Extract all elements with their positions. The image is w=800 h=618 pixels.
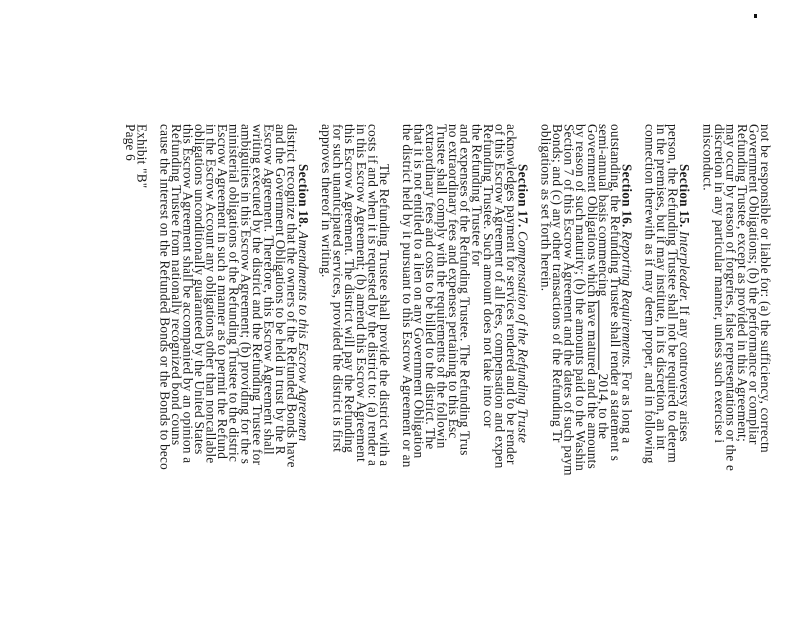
line-text: by reason of such maturity; (b) the amounts paid to the Washin bbox=[573, 124, 589, 472]
line-text: obligations as set forth herein. bbox=[538, 124, 554, 292]
document-line bbox=[124, 124, 137, 161]
section-heading: Section 17. bbox=[515, 164, 531, 228]
line-text: obligations unconditionally guaranteed by the United States bbox=[192, 124, 208, 455]
line-text: approves thereof in writing. bbox=[319, 124, 335, 278]
document-line bbox=[539, 124, 552, 291]
line-text: in this Escrow Agreement; (b) amend this Escrow Agreement bbox=[353, 124, 369, 462]
line-text: and expenses of the Refunding Trustee. The Refunding Trus bbox=[457, 124, 473, 456]
document-line bbox=[401, 124, 414, 468]
line-text: costs if and when it is requested by the district to: (a) render a bbox=[365, 124, 381, 467]
section-title: Compensation of the Refunding Truste bbox=[515, 231, 531, 444]
section-title: Reporting Requirements. bbox=[619, 231, 635, 369]
line-text: Exhibit "B" bbox=[134, 124, 150, 189]
line-text: the Refunding Trustee for bbox=[469, 124, 485, 267]
line-text: 2014, to the bbox=[595, 370, 611, 440]
line-text: discretion in any particular manner, unless such exercise i bbox=[711, 124, 727, 444]
line-text: ministerial obligations of the Refunding Trustee to the distric bbox=[226, 124, 242, 463]
section-title: Interpleader. bbox=[677, 231, 693, 303]
line-text: in the Escrow Account any obligations other than noncallable bbox=[203, 124, 219, 464]
document-line bbox=[643, 124, 656, 464]
line-text: Refunding Trustee. Such amount does not take into cor bbox=[480, 124, 496, 428]
line-text: no extraordinary fees and expenses pertaining to this Esc bbox=[446, 124, 462, 439]
line-text: may occur by reason of forgeries, false representations or the e bbox=[723, 124, 739, 472]
line-text: district recognize that the owners of the Refunded Bonds have bbox=[284, 124, 300, 468]
line-text: For as long a bbox=[619, 368, 635, 444]
document-line bbox=[158, 124, 171, 470]
line-text: Section 7 of this Escrow Agreement and the dates of such paym bbox=[561, 124, 577, 476]
section-heading: Section 16. bbox=[619, 164, 635, 228]
section-heading: Section 15. bbox=[677, 164, 693, 228]
line-text: connection therewith as it may deem proper, and in following bbox=[642, 124, 658, 464]
line-text: person, the Refunding Trustee shall not be required to determ bbox=[665, 124, 681, 464]
line-text: Government Obligations which have matured and the amounts bbox=[584, 124, 600, 469]
line-text: ambiguities in this Escrow Agreement; (b) providing for the s bbox=[238, 124, 254, 465]
line-text: that it is not entitled to a lien on any Government Obligation bbox=[411, 124, 427, 459]
line-text: and the Government Obligations to be held in trust by the R bbox=[272, 124, 288, 455]
line-text: Trustee shall comply with the requirements of the followin bbox=[434, 124, 450, 449]
line-text: of this Escrow Agreement of all fees, compensation and expen bbox=[492, 124, 508, 469]
line-text: Escrow Agreement in such a manner as to permit the Refund bbox=[215, 124, 231, 460]
scan-speck bbox=[754, 14, 757, 18]
line-text: Escrow Agreement. Therefore, this Escrow Agreement shall bbox=[261, 124, 277, 455]
line-text: The Refunding Trustee shall provide the district with a bbox=[376, 164, 392, 467]
section-heading: Section 18. bbox=[296, 164, 311, 228]
line-text: semi-annual basis commencing bbox=[595, 124, 611, 301]
line-text: in the premises, but it may institute, in its discretion, an int bbox=[654, 124, 670, 450]
line-text: for such unanticipated services, provided the district is first bbox=[330, 124, 346, 453]
line-text: this Escrow Agreement. The district will pay the Refunding bbox=[342, 124, 358, 453]
line-text: this Escrow Agreement shall be accompanied by an opinion a bbox=[180, 124, 196, 464]
line-text: Page 6 bbox=[122, 124, 138, 162]
line-text: Bonds; and (c) any other transactions of the Refunding Tr bbox=[550, 124, 566, 443]
line-text: misconduct. bbox=[700, 124, 716, 191]
line-text: extraordinary fees and costs to be billed to the district. The bbox=[423, 124, 439, 450]
document-line bbox=[320, 124, 333, 278]
line-text: acknowledges payment for services rendered and to be render bbox=[503, 124, 519, 465]
fill-in-blank bbox=[599, 300, 611, 370]
line-text: the district held by it pursuant to this Escrow Agreement or an bbox=[399, 124, 415, 468]
line-text: Refunding Trustee, except as provided in this Agreement; bbox=[734, 124, 750, 442]
line-text: If any controversy arises bbox=[677, 302, 693, 442]
line-text: not be responsible or liable for: (a) the sufficiency, correctn bbox=[758, 124, 773, 453]
line-text: writing executed by the district and the Refunding Trustee for bbox=[249, 124, 265, 466]
line-text: cause the interest on the Refunded Bonds or the Bonds to beco bbox=[157, 124, 173, 470]
line-text: Refunding Trustee from nationally recognized bond couns bbox=[168, 124, 184, 446]
line-text: outstanding, the Refunding Trustee shall render a statement s bbox=[607, 124, 623, 462]
document-line bbox=[701, 124, 714, 191]
section-title: Amendments to this Escrow Agreemen bbox=[296, 231, 311, 442]
line-text: Government Obligations; (b) the performance or compliar bbox=[746, 124, 762, 445]
